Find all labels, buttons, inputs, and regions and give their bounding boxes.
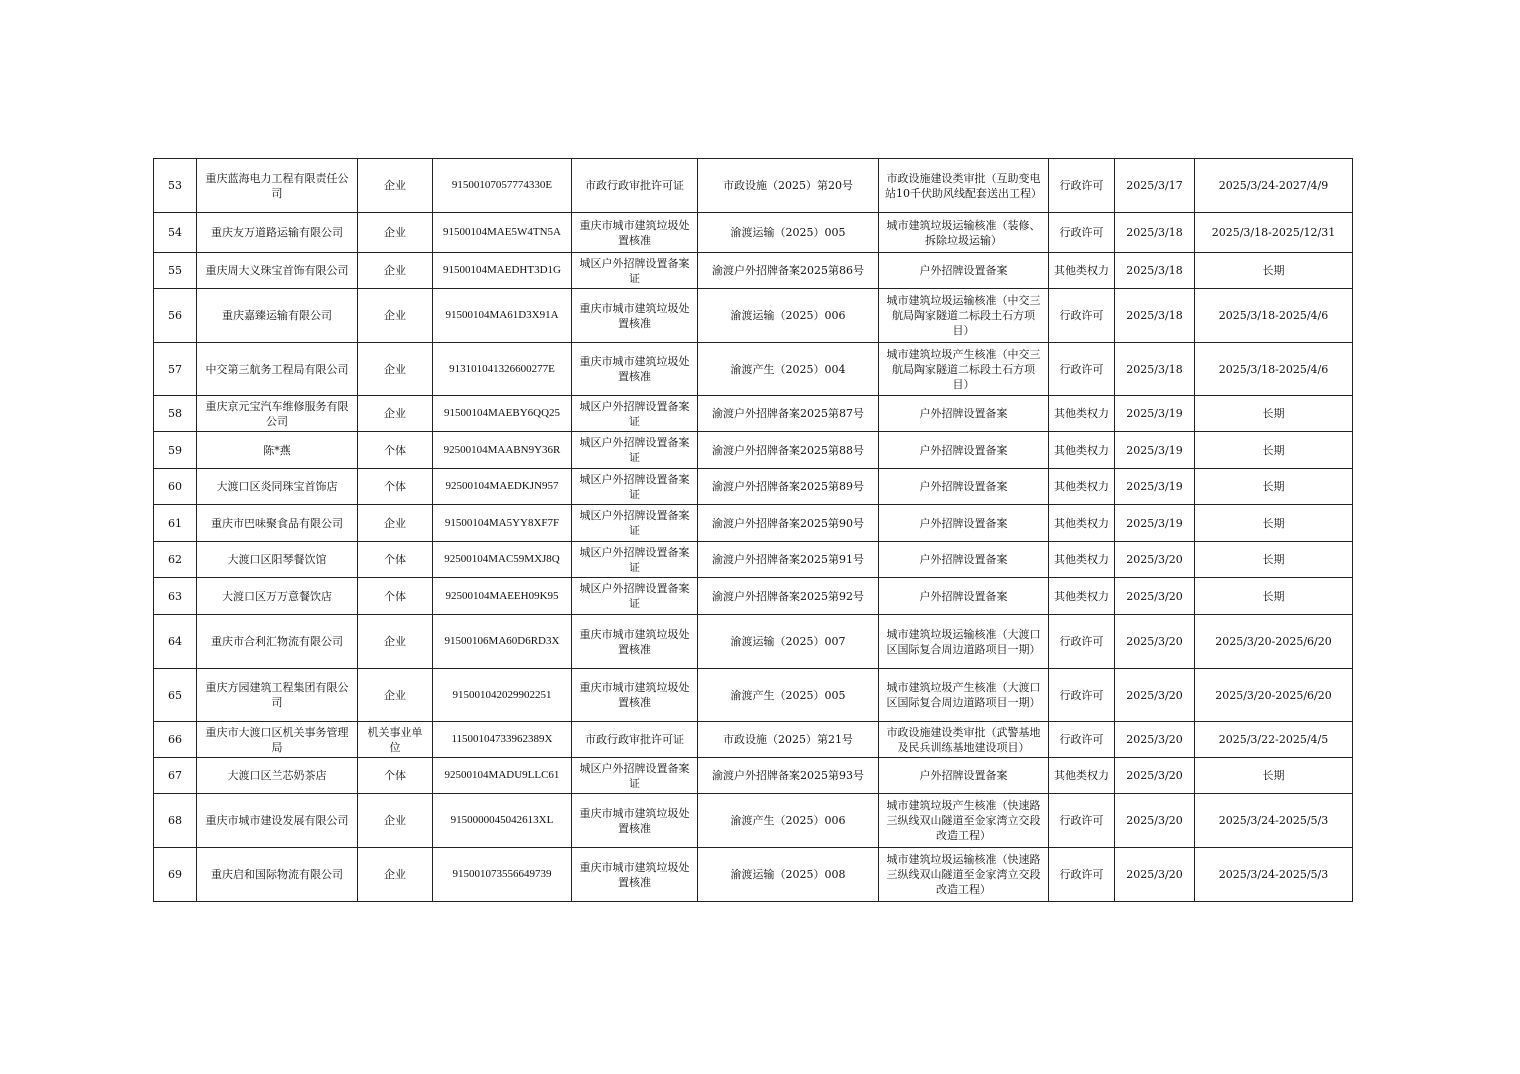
row-number: 54 — [154, 213, 197, 253]
row-number: 63 — [154, 578, 197, 615]
validity-period: 2025/3/18-2025/4/6 — [1195, 289, 1353, 343]
decision-date: 2025/3/18 — [1115, 289, 1195, 343]
permit-content: 城市建筑垃圾运输核准（装修、拆除垃圾运输） — [879, 213, 1049, 253]
document-number: 渝渡运输（2025）007 — [698, 615, 879, 669]
permit-category: 其他类权力 — [1049, 578, 1115, 615]
credit-code: 91500107057774330E — [433, 159, 572, 213]
entity-name: 重庆市巴味聚食品有限公司 — [197, 505, 358, 542]
permit-content: 城市建筑垃圾运输核准（中交三航局陶家隧道二标段土石方项目） — [879, 289, 1049, 343]
decision-date: 2025/3/20 — [1115, 615, 1195, 669]
validity-period: 2025/3/24-2027/4/9 — [1195, 159, 1353, 213]
document-number: 渝渡运输（2025）005 — [698, 213, 879, 253]
permit-category: 其他类权力 — [1049, 542, 1115, 578]
credit-code: 91500104MAEBY6QQ25 — [433, 396, 572, 432]
permit-category: 其他类权力 — [1049, 469, 1115, 505]
table-row — [154, 396, 1353, 432]
decision-date: 2025/3/20 — [1115, 848, 1195, 902]
certificate-name: 重庆市城市建筑垃圾处置核准 — [572, 213, 698, 253]
entity-name: 重庆市城市建设发展有限公司 — [197, 794, 358, 848]
table-row — [154, 505, 1353, 542]
certificate-name: 市政行政审批许可证 — [572, 722, 698, 758]
table-row — [154, 615, 1353, 669]
credit-code: 91500106MA60D6RD3X — [433, 615, 572, 669]
document-number: 市政设施（2025）第20号 — [698, 159, 879, 213]
credit-code: 92500104MAABN9Y36R — [433, 432, 572, 469]
entity-type: 个体 — [358, 432, 433, 469]
permit-category: 行政许可 — [1049, 794, 1115, 848]
permit-content: 户外招牌设置备案 — [879, 542, 1049, 578]
table-row — [154, 578, 1353, 615]
permit-category: 行政许可 — [1049, 213, 1115, 253]
permit-category: 其他类权力 — [1049, 505, 1115, 542]
decision-date: 2025/3/20 — [1115, 722, 1195, 758]
decision-date: 2025/3/18 — [1115, 343, 1195, 396]
certificate-name: 城区户外招牌设置备案证 — [572, 396, 698, 432]
entity-type: 企业 — [358, 289, 433, 343]
entity-type: 个体 — [358, 469, 433, 505]
permit-category: 行政许可 — [1049, 848, 1115, 902]
row-number: 61 — [154, 505, 197, 542]
document-number: 渝渡运输（2025）006 — [698, 289, 879, 343]
table-row — [154, 542, 1353, 578]
permit-content: 市政设施建设类审批（互助变电站10千伏助风线配套送出工程） — [879, 159, 1049, 213]
certificate-name: 重庆市城市建筑垃圾处置核准 — [572, 615, 698, 669]
row-number: 66 — [154, 722, 197, 758]
permit-content: 户外招牌设置备案 — [879, 396, 1049, 432]
validity-period: 长期 — [1195, 758, 1353, 794]
certificate-name: 城区户外招牌设置备案证 — [572, 253, 698, 289]
decision-date: 2025/3/18 — [1115, 213, 1195, 253]
credit-code: 92500104MAEDKJN957 — [433, 469, 572, 505]
validity-period: 长期 — [1195, 505, 1353, 542]
decision-date: 2025/3/20 — [1115, 578, 1195, 615]
certificate-name: 重庆市城市建筑垃圾处置核准 — [572, 343, 698, 396]
document-number: 渝渡户外招牌备案2025第86号 — [698, 253, 879, 289]
decision-date: 2025/3/20 — [1115, 542, 1195, 578]
validity-period: 长期 — [1195, 253, 1353, 289]
permit-category: 行政许可 — [1049, 343, 1115, 396]
credit-code: 11500104733962389X — [433, 722, 572, 758]
entity-name: 中交第三航务工程局有限公司 — [197, 343, 358, 396]
permit-content: 城市建筑垃圾产生核准（中交三航局陶家隧道二标段土石方项目） — [879, 343, 1049, 396]
permit-content: 城市建筑垃圾产生核准（大渡口区国际复合周边道路项目一期） — [879, 669, 1049, 722]
permit-content: 户外招牌设置备案 — [879, 505, 1049, 542]
credit-code: 91500104MAE5W4TN5A — [433, 213, 572, 253]
credit-code: 92500104MAC59MXJ8Q — [433, 542, 572, 578]
row-number: 68 — [154, 794, 197, 848]
entity-name: 陈*燕 — [197, 432, 358, 469]
records-table — [153, 158, 1353, 902]
decision-date: 2025/3/19 — [1115, 469, 1195, 505]
entity-type: 企业 — [358, 159, 433, 213]
credit-code: 91500104MA5YY8XF7F — [433, 505, 572, 542]
validity-period: 长期 — [1195, 578, 1353, 615]
permit-category: 行政许可 — [1049, 159, 1115, 213]
entity-type: 企业 — [358, 396, 433, 432]
entity-type: 企业 — [358, 213, 433, 253]
decision-date: 2025/3/20 — [1115, 669, 1195, 722]
table-row — [154, 213, 1353, 253]
entity-type: 机关事业单位 — [358, 722, 433, 758]
credit-code: 92500104MADU9LLC61 — [433, 758, 572, 794]
entity-name: 大渡口区万万意餐饮店 — [197, 578, 358, 615]
certificate-name: 城区户外招牌设置备案证 — [572, 505, 698, 542]
entity-type: 个体 — [358, 758, 433, 794]
permit-content: 城市建筑垃圾产生核准（快速路三纵线双山隧道至金家湾立交段改造工程） — [879, 794, 1049, 848]
document-number: 渝渡户外招牌备案2025第90号 — [698, 505, 879, 542]
credit-code: 915001073556649739 — [433, 848, 572, 902]
permit-category: 其他类权力 — [1049, 253, 1115, 289]
permit-category: 其他类权力 — [1049, 432, 1115, 469]
decision-date: 2025/3/19 — [1115, 505, 1195, 542]
decision-date: 2025/3/20 — [1115, 758, 1195, 794]
row-number: 55 — [154, 253, 197, 289]
validity-period: 2025/3/20-2025/6/20 — [1195, 615, 1353, 669]
row-number: 58 — [154, 396, 197, 432]
document-number: 渝渡户外招牌备案2025第91号 — [698, 542, 879, 578]
document-number: 渝渡户外招牌备案2025第87号 — [698, 396, 879, 432]
credit-code: 91500104MA61D3X91A — [433, 289, 572, 343]
certificate-name: 城区户外招牌设置备案证 — [572, 578, 698, 615]
permit-category: 其他类权力 — [1049, 758, 1115, 794]
permit-content: 户外招牌设置备案 — [879, 253, 1049, 289]
document-number: 渝渡产生（2025）006 — [698, 794, 879, 848]
permit-content: 户外招牌设置备案 — [879, 578, 1049, 615]
row-number: 65 — [154, 669, 197, 722]
row-number: 69 — [154, 848, 197, 902]
validity-period: 长期 — [1195, 469, 1353, 505]
row-number: 60 — [154, 469, 197, 505]
entity-name: 大渡口区炎同珠宝首饰店 — [197, 469, 358, 505]
document-number: 渝渡户外招牌备案2025第93号 — [698, 758, 879, 794]
permit-content: 城市建筑垃圾运输核准（快速路三纵线双山隧道至金家湾立交段改造工程） — [879, 848, 1049, 902]
validity-period: 2025/3/18-2025/4/6 — [1195, 343, 1353, 396]
entity-name: 重庆启和国际物流有限公司 — [197, 848, 358, 902]
row-number: 62 — [154, 542, 197, 578]
credit-code: 91500104MAEDHT3D1G — [433, 253, 572, 289]
permit-category: 行政许可 — [1049, 722, 1115, 758]
entity-type: 企业 — [358, 794, 433, 848]
credit-code: 913101041326600277E — [433, 343, 572, 396]
row-number: 56 — [154, 289, 197, 343]
table-row — [154, 722, 1353, 758]
entity-name: 重庆蓝海电力工程有限责任公司 — [197, 159, 358, 213]
validity-period: 2025/3/22-2025/4/5 — [1195, 722, 1353, 758]
credit-code: 9150000045042613XL — [433, 794, 572, 848]
table-row — [154, 758, 1353, 794]
validity-period: 2025/3/20-2025/6/20 — [1195, 669, 1353, 722]
entity-type: 企业 — [358, 343, 433, 396]
decision-date: 2025/3/19 — [1115, 432, 1195, 469]
certificate-name: 重庆市城市建筑垃圾处置核准 — [572, 848, 698, 902]
table-row — [154, 669, 1353, 722]
row-number: 64 — [154, 615, 197, 669]
entity-name: 重庆嘉臻运输有限公司 — [197, 289, 358, 343]
table-row — [154, 794, 1353, 848]
table-row — [154, 253, 1353, 289]
entity-type: 个体 — [358, 542, 433, 578]
document-number: 渝渡户外招牌备案2025第89号 — [698, 469, 879, 505]
validity-period: 长期 — [1195, 396, 1353, 432]
certificate-name: 城区户外招牌设置备案证 — [572, 542, 698, 578]
credit-code: 92500104MAEEH09K95 — [433, 578, 572, 615]
row-number: 67 — [154, 758, 197, 794]
certificate-name: 市政行政审批许可证 — [572, 159, 698, 213]
certificate-name: 重庆市城市建筑垃圾处置核准 — [572, 669, 698, 722]
row-number: 59 — [154, 432, 197, 469]
table-row — [154, 848, 1353, 902]
document-number: 渝渡运输（2025）008 — [698, 848, 879, 902]
permit-content: 户外招牌设置备案 — [879, 432, 1049, 469]
permit-category: 行政许可 — [1049, 615, 1115, 669]
certificate-name: 城区户外招牌设置备案证 — [572, 469, 698, 505]
validity-period: 长期 — [1195, 432, 1353, 469]
entity-type: 企业 — [358, 848, 433, 902]
document-number: 渝渡户外招牌备案2025第92号 — [698, 578, 879, 615]
entity-type: 个体 — [358, 578, 433, 615]
document-number: 渝渡户外招牌备案2025第88号 — [698, 432, 879, 469]
permit-content: 户外招牌设置备案 — [879, 758, 1049, 794]
table-row — [154, 432, 1353, 469]
entity-name: 重庆市合利汇物流有限公司 — [197, 615, 358, 669]
permit-content: 户外招牌设置备案 — [879, 469, 1049, 505]
validity-period: 2025/3/24-2025/5/3 — [1195, 794, 1353, 848]
entity-type: 企业 — [358, 505, 433, 542]
validity-period: 2025/3/24-2025/5/3 — [1195, 848, 1353, 902]
permit-category: 行政许可 — [1049, 289, 1115, 343]
row-number: 53 — [154, 159, 197, 213]
document-number: 渝渡产生（2025）005 — [698, 669, 879, 722]
row-number: 57 — [154, 343, 197, 396]
document-number: 渝渡产生（2025）004 — [698, 343, 879, 396]
entity-name: 重庆方园建筑工程集团有限公司 — [197, 669, 358, 722]
entity-type: 企业 — [358, 669, 433, 722]
decision-date: 2025/3/18 — [1115, 253, 1195, 289]
table-row — [154, 289, 1353, 343]
table-row — [154, 159, 1353, 213]
validity-period: 2025/3/18-2025/12/31 — [1195, 213, 1353, 253]
decision-date: 2025/3/17 — [1115, 159, 1195, 213]
certificate-name: 重庆市城市建筑垃圾处置核准 — [572, 794, 698, 848]
credit-code: 915001042029902251 — [433, 669, 572, 722]
permit-category: 行政许可 — [1049, 669, 1115, 722]
entity-name: 大渡口区阳琴餐饮馆 — [197, 542, 358, 578]
permit-category: 其他类权力 — [1049, 396, 1115, 432]
entity-name: 重庆市大渡口区机关事务管理局 — [197, 722, 358, 758]
certificate-name: 重庆市城市建筑垃圾处置核准 — [572, 289, 698, 343]
entity-name: 重庆周大义珠宝首饰有限公司 — [197, 253, 358, 289]
entity-type: 企业 — [358, 615, 433, 669]
entity-name: 重庆京元宝汽车维修服务有限公司 — [197, 396, 358, 432]
entity-type: 企业 — [358, 253, 433, 289]
certificate-name: 城区户外招牌设置备案证 — [572, 758, 698, 794]
table-row — [154, 343, 1353, 396]
entity-name: 大渡口区兰芯奶茶店 — [197, 758, 358, 794]
decision-date: 2025/3/20 — [1115, 794, 1195, 848]
document-number: 市政设施（2025）第21号 — [698, 722, 879, 758]
table-row — [154, 469, 1353, 505]
validity-period: 长期 — [1195, 542, 1353, 578]
decision-date: 2025/3/19 — [1115, 396, 1195, 432]
entity-name: 重庆友万道路运输有限公司 — [197, 213, 358, 253]
certificate-name: 城区户外招牌设置备案证 — [572, 432, 698, 469]
permit-content: 市政设施建设类审批（武警基地及民兵训练基地建设项目） — [879, 722, 1049, 758]
permit-content: 城市建筑垃圾运输核准（大渡口区国际复合周边道路项目一期） — [879, 615, 1049, 669]
